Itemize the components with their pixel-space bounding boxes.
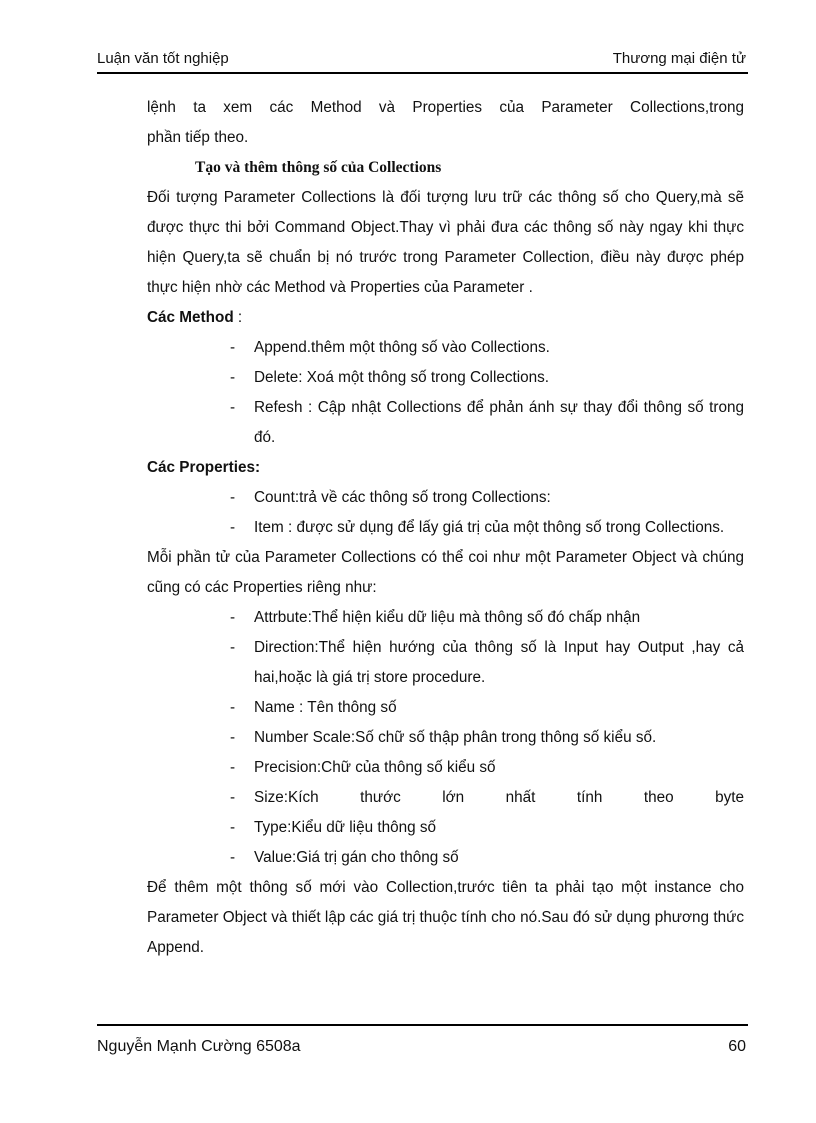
list-item: - Attrbute:Thể hiện kiểu dữ liệu mà thông số đó chấp nhận — [230, 609, 641, 626]
header-title-right: Thương mại điện tử — [612, 50, 746, 67]
list-item: - Type:Kiểu dữ liệu thông số — [230, 819, 437, 836]
properties-label: Các Properties: — [147, 459, 261, 476]
list-item: - Name : Tên thông số — [230, 699, 397, 716]
header-title-left: Luận văn tốt nghiệp — [97, 50, 229, 67]
paragraph-add-parameter: Để thêm một thông số mới vào Collection,trước tiên ta phải tạo một instance cho Parameter Object và thiết lập các giá trị thuộc tính cho nó.Sau đó sử dụng phương thức Append. — [147, 879, 744, 956]
list-item: - Item : được sử dụng để lấy giá trị của một thông số trong Collections. — [230, 519, 725, 536]
list-item: - Precision:Chữ của thông số kiểu số — [230, 759, 496, 776]
methods-colon: : — [233, 309, 243, 326]
methods-list — [147, 333, 744, 453]
footer-divider — [97, 1024, 748, 1026]
list-item: - Append.thêm một thông số vào Collections. — [230, 339, 550, 356]
paragraph-parameter-collections: Đối tượng Parameter Collections là đối tượng lưu trữ các thông số cho Query,mà sẽ được thực thi bởi Command Object.Thay vì phải đưa các thông số này ngay khi thực hiện Query,ta sẽ chuẩn bị nó trước trong Parameter Collection, điều này được phép thực hiện nhờ các Method và Properties của Parameter . — [147, 189, 744, 296]
page-content — [147, 93, 744, 963]
list-item: - Count:trả về các thông số trong Collections: — [230, 489, 551, 506]
section-heading: Tạo và thêm thông số của Collections — [195, 159, 442, 176]
list-item: - Refesh : Cập nhật Collections để phản ánh sự thay đổi thông số trong đó. — [230, 399, 744, 446]
list-item: - Size:Kích thước lớn nhất tính theo byte — [230, 789, 744, 806]
footer-author: Nguyễn Mạnh Cường 6508a — [97, 1038, 301, 1055]
methods-label: Các Method — [147, 309, 234, 326]
properties-list — [147, 483, 744, 543]
parameter-properties-list — [147, 603, 744, 873]
paragraph-parameter-object: Mỗi phần tử của Parameter Collections có thể coi như một Parameter Object và chúng cũng có các Properties riêng như: — [147, 549, 744, 596]
intro-line-1: lệnh ta xem các Method và Properties của Parameter Collections,trong — [147, 99, 744, 116]
list-item: - Value:Giá trị gán cho thông số — [230, 849, 459, 866]
list-item: - Delete: Xoá một thông số trong Collections. — [230, 369, 550, 386]
intro-line-2: phần tiếp theo. — [147, 129, 249, 146]
list-item: - Number Scale:Số chữ số thập phân trong thông số kiểu số. — [230, 729, 657, 746]
page-number: 60 — [728, 1038, 746, 1055]
methods-heading — [147, 303, 744, 333]
page-header — [97, 48, 748, 74]
list-item: - Direction:Thể hiện hướng của thông số là Input hay Output ,hay cả hai,hoặc là giá trị store procedure. — [230, 639, 744, 686]
